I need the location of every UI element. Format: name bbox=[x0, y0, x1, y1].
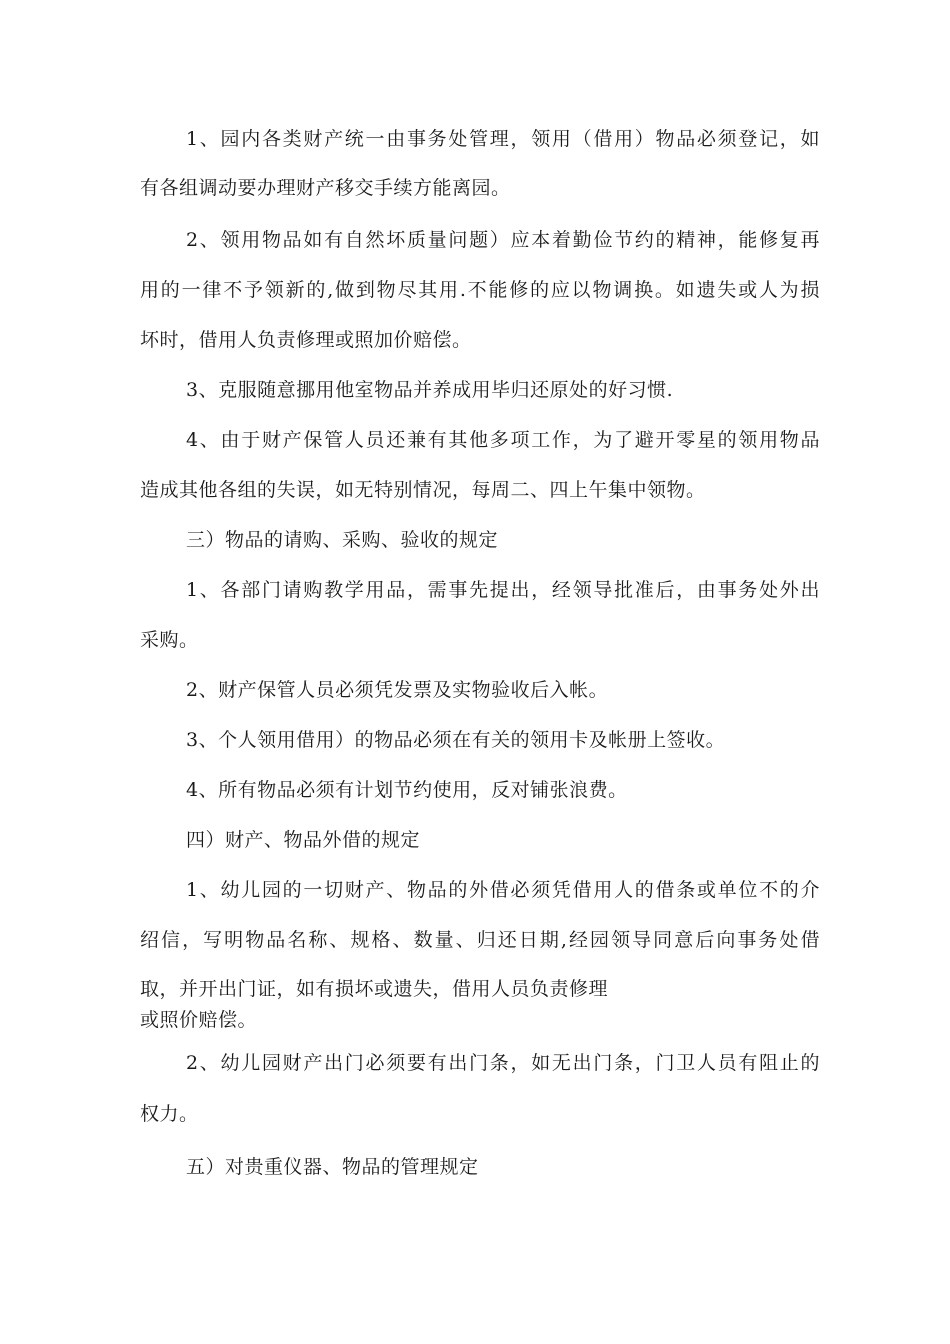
paragraph-line: 绍信，写明物品名称、规格、数量、归还日期,经园领导同意后向事务处借 bbox=[140, 929, 820, 951]
paragraph-line: 1、园内各类财产统一由事务处管理，领用（借用）物品必须登记，如 bbox=[186, 128, 820, 150]
paragraph-line: 4、所有物品必须有计划节约使用，反对铺张浪费。 bbox=[186, 779, 628, 801]
section-heading: 四）财产、物品外借的规定 bbox=[186, 829, 421, 851]
section-heading: 五）对贵重仪器、物品的管理规定 bbox=[186, 1156, 479, 1178]
paragraph-line: 或照价赔偿。 bbox=[140, 1009, 258, 1031]
paragraph-line: 2、领用物品如有自然坏质量问题）应本着勤俭节约的精神，能修复再 bbox=[186, 229, 820, 251]
paragraph-line: 坏时，借用人负责修理或照加价赔偿。 bbox=[140, 329, 472, 351]
paragraph-line: 用的一律不予领新的,做到物尽其用.不能修的应以物调换。如遗失或人为损 bbox=[140, 279, 820, 301]
paragraph-line: 1、各部门请购教学用品，需事先提出，经领导批准后，由事务处外出 bbox=[186, 579, 820, 601]
paragraph-line: 3、克服随意挪用他室物品并养成用毕归还原处的好习惯. bbox=[186, 379, 674, 401]
paragraph-line: 有各组调动要办理财产移交手续方能离园。 bbox=[140, 177, 511, 199]
paragraph-line: 取，并开出门证，如有损坏或遗失，借用人员负责修理 bbox=[140, 978, 609, 1000]
section-heading: 三）物品的请购、采购、验收的规定 bbox=[186, 529, 499, 551]
paragraph-line: 2、财产保管人员必须凭发票及实物验收后入帐。 bbox=[186, 679, 609, 701]
paragraph-line: 权力。 bbox=[140, 1103, 199, 1125]
paragraph-line: 4、由于财产保管人员还兼有其他多项工作，为了避开零星的领用物品 bbox=[186, 429, 820, 451]
paragraph-line: 1、幼儿园的一切财产、物品的外借必须凭借用人的借条或单位不的介 bbox=[186, 879, 820, 901]
paragraph-line: 2、幼儿园财产出门必须要有出门条，如无出门条，门卫人员有阻止的 bbox=[186, 1052, 820, 1074]
paragraph-line: 造成其他各组的失误，如无特别情况，每周二、四上午集中领物。 bbox=[140, 479, 706, 501]
paragraph-line: 采购。 bbox=[140, 629, 199, 651]
paragraph-line: 3、个人领用借用）的物品必须在有关的领用卡及帐册上签收。 bbox=[186, 729, 726, 751]
